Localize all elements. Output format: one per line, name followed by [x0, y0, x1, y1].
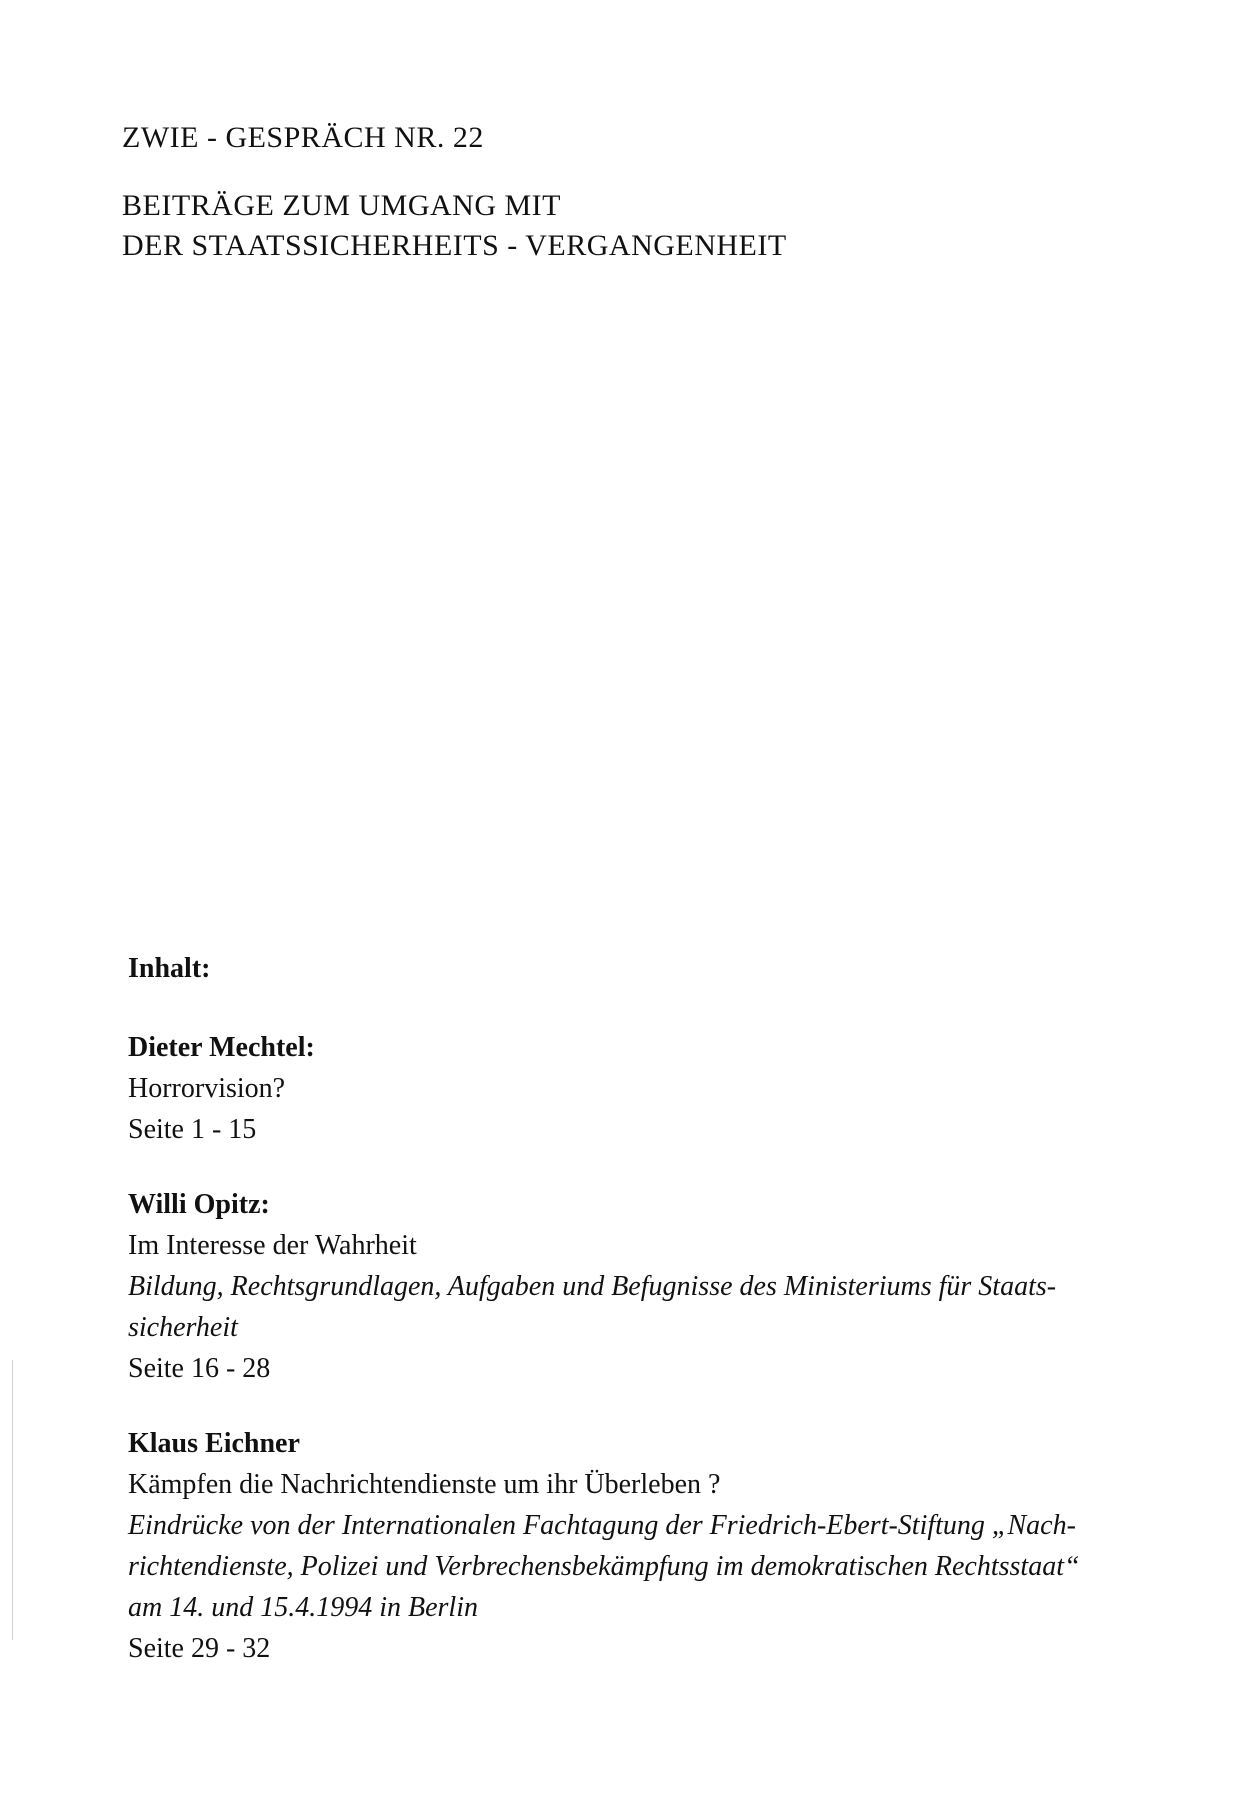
scan-margin-line: [12, 1360, 13, 1640]
contents-entry: [128, 1184, 1158, 1389]
series-title: ZWIE - GESPRÄCH NR. 22: [122, 121, 484, 154]
entry-pages: Seite 16 - 28: [128, 1353, 271, 1384]
contents-entry: [128, 1423, 1158, 1669]
contents-entry: [128, 1027, 1158, 1150]
entry-description-line: Bildung, Rechtsgrundlagen, Aufgaben und Befugnisse des Ministeriums für Staats-: [128, 1271, 1057, 1302]
contents-heading: Inhalt:: [128, 953, 211, 984]
document-header: [122, 118, 787, 266]
subtitle-line: BEITRÄGE ZUM UMGANG MIT: [122, 189, 561, 222]
entry-description-line: am 14. und 15.4.1994 in Berlin: [128, 1592, 478, 1623]
entry-description-line: Eindrücke von der Internationalen Fachtagung der Friedrich-Ebert-Stiftung „Nach-: [128, 1510, 1076, 1541]
entry-pages: Seite 29 - 32: [128, 1633, 271, 1664]
entry-description-line: richtendienste, Polizei und Verbrechensbekämpfung im demokratischen Rechtsstaat“: [128, 1551, 1080, 1582]
table-of-contents: [128, 948, 1158, 1703]
entry-title: Kämpfen die Nachrichtendienste um ihr Überleben ?: [128, 1469, 721, 1500]
entry-pages: Seite 1 - 15: [128, 1114, 257, 1145]
entry-author: Dieter Mechtel:: [128, 1032, 315, 1063]
entry-author: Klaus Eichner: [128, 1428, 300, 1459]
entry-title: Horrorvision?: [128, 1073, 286, 1104]
document-subtitle: [122, 186, 787, 266]
entry-title: Im Interesse der Wahrheit: [128, 1230, 417, 1261]
entry-description-line: sicherheit: [128, 1312, 238, 1343]
entry-author: Willi Opitz:: [128, 1189, 270, 1220]
subtitle-line: DER STAATSSICHERHEITS - VERGANGENHEIT: [122, 229, 787, 262]
